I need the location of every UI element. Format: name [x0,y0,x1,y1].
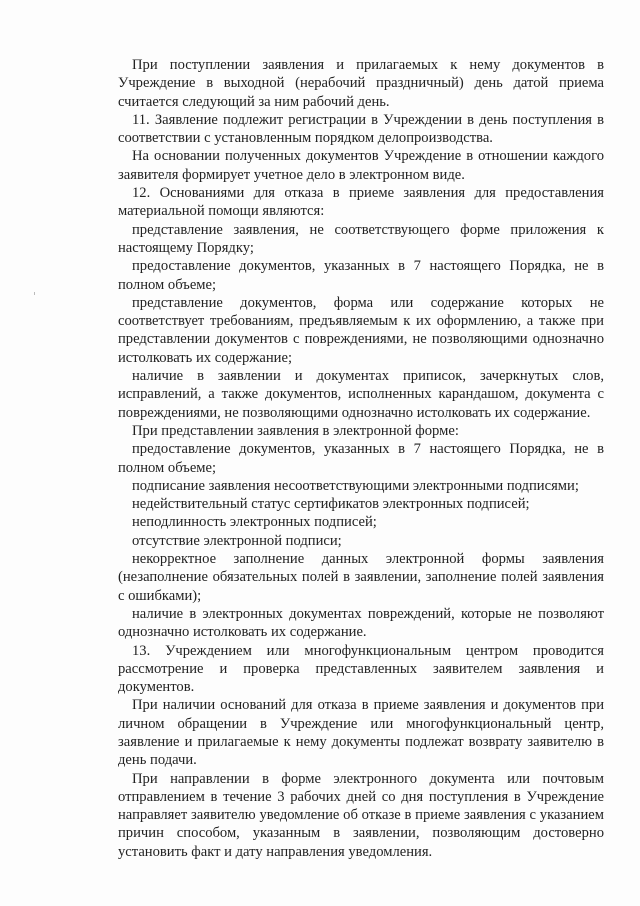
paragraph-11-registration: 11. Заявление подлежит регистрации в Учреждении в день поступления в соответствии с установленным порядком делопроизводства. [118,111,604,147]
list-item-missing-signature: отсутствие электронной подписи; [132,532,342,549]
paragraph-12-refusal-grounds: 12. Основаниями для отказа в приеме заявления для предоставления материальной помощи являются: [118,185,604,220]
paragraph-return-documents: При наличии оснований для отказа в приеме заявления и документов при личном обращении в Учреждение или многофункциональный центр, заявление и прилагаемые к нему документы подлежат возврату заявителю в день подачи. [118,697,604,769]
paragraph-electronic-form: При представлении заявления в электронной форме: [132,422,459,439]
list-item-inauthentic-signatures: неподлинность электронных подписей; [132,514,377,531]
paragraph-account-file: На основании полученных документов Учреждение в отношении каждого заявителя формирует учетное дело в электронном виде. [118,148,604,183]
list-item-form-mismatch: представление заявления, не соответствующего форме приложения к настоящему Порядку; [118,221,604,256]
list-item-damaged-documents: представление документов, форма или содержание которых не соответствует требованиям, предъявляемым к их оформлению, а также при представлении документов с повреждениями, не позволяющими однозначно истолковать их содержание; [118,294,604,366]
paragraph-weekend-receipt: При поступлении заявления и прилагаемых к нему документов в Учреждение в выходной (нерабочий праздничный) день датой приема считается следующий за ним рабочий день. [118,57,604,110]
paragraph-13-review: 13. Учреждением или многофункциональным центром проводится рассмотрение и проверка представленных заявителем заявления и документов. [118,642,604,696]
list-item-electronic-incomplete: предоставление документов, указанных в 7 настоящего Порядка, не в полном объеме; [118,441,604,476]
paragraph-refusal-notice: При направлении в форме электронного документа или почтовым отправлением в течение 3 рабочих дней со дня поступления в Учреждение направляет заявителю уведомление об отказе в приеме заявления с указанием причин способом, указанным в заявлении, позволяющим достоверно установить факт и дату направления уведомления. [118,770,604,860]
list-item-incomplete-documents: предоставление документов, указанных в 7 настоящего Порядка, не в полном объеме; [118,258,604,293]
list-item-electronic-damage: наличие в электронных документах повреждений, которые не позволяют однозначно истолковать их содержание. [118,605,604,641]
document-body [118,56,604,861]
list-item-corrections: наличие в заявлении и документах приписок, зачеркнутых слов, исправлений, а также документов, исполненных карандашом, документа с повреждениями, не позволяющими однозначно истолковать их содержание. [118,368,604,421]
scan-margin-mark [34,292,35,295]
list-item-invalid-certificates: недействительный статус сертификатов электронных подписей; [132,496,530,513]
list-item-incorrect-form-data: некорректное заполнение данных электронной формы заявления (незаполнение обязательных полей в заявлении, заполнение полей заявления с ошибками); [118,551,604,604]
list-item-wrong-signatures: подписание заявления несоответствующими электронными подписями; [132,477,579,494]
